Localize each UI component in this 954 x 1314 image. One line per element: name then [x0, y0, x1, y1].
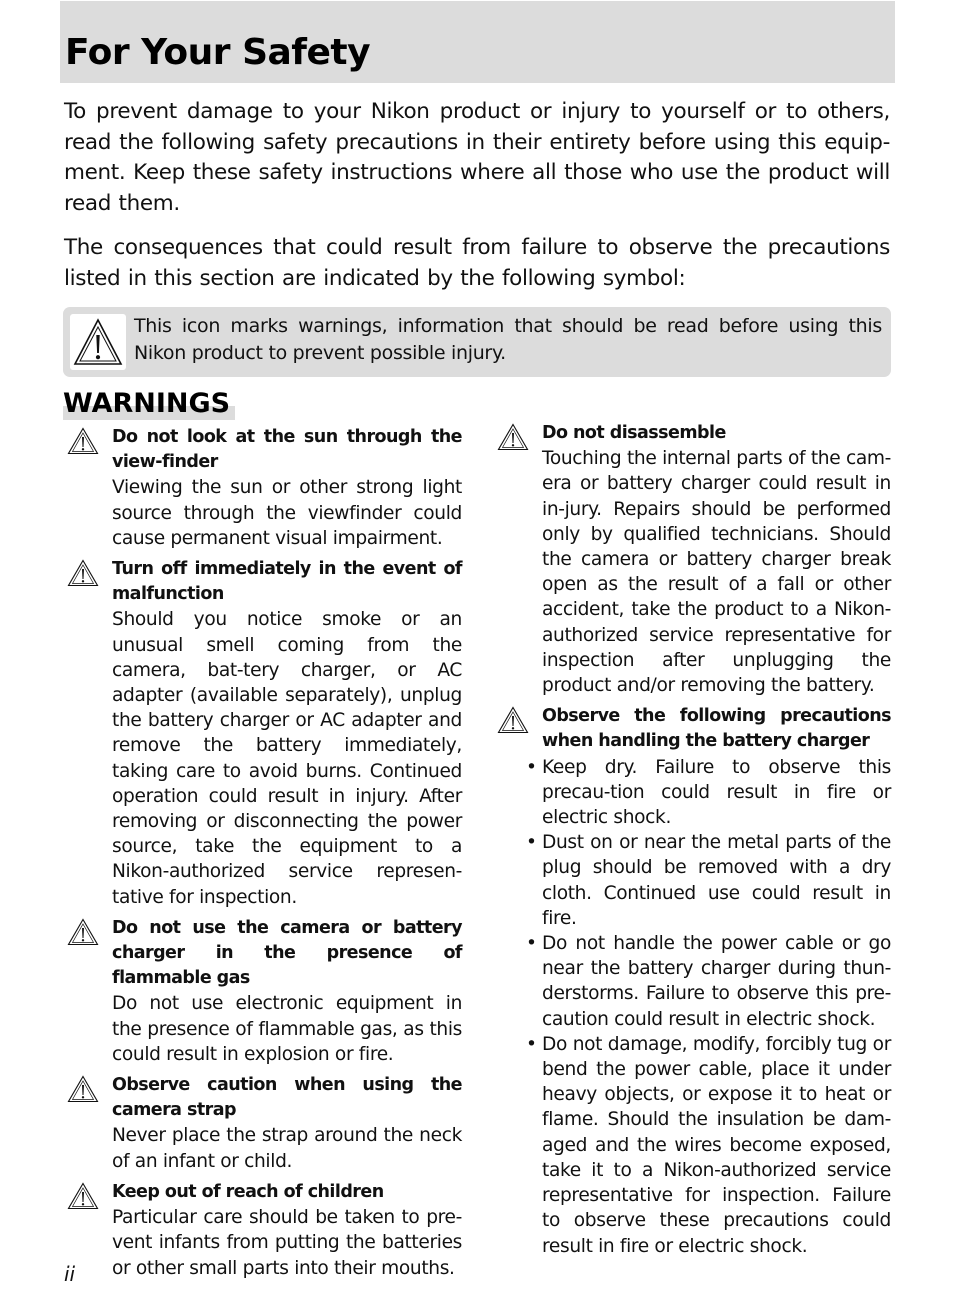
intro-paragraph-1: To prevent damage to your Nikon product or injury to yourself or to others, read the following safety precautions in their entirety before using this equip-ment. Keep these safety instructions where all those who use the product will read them.	[64, 99, 890, 216]
list-item-text: Do not damage, modify, forcibly tug or bend the power cable, place it under heavy objects, or expose it to heat or flame. Should the insulation be dam-aged and the wires become exposed, take it to a Nikon-authorized service representative for inspection. Failure to observe these precautions could result in fire or electric shock.	[542, 1033, 891, 1257]
warning-body: Do not use electronic equipment in the presence of flammable gas, as this could result in explosion or fire.	[112, 993, 462, 1065]
warning-triangle-icon	[497, 423, 529, 451]
bullet-glyph: •	[526, 832, 537, 854]
page-title: For Your Safety	[65, 32, 371, 73]
warning-item	[64, 557, 462, 910]
list-item	[526, 1032, 891, 1259]
warnings-heading	[63, 386, 230, 422]
warning-item	[64, 1180, 462, 1281]
warnings-title: WARNINGS	[63, 388, 231, 419]
list-item-text: Dust on or near the metal parts of the plug should be removed with a dry cloth. Continued use could result in fire.	[542, 832, 891, 929]
bullet-glyph: •	[526, 933, 537, 955]
list-item-text: Keep dry. Failure to observe this precau-tion could result in fire or electric shock.	[542, 756, 891, 829]
warning-heading: Do not disassemble	[542, 423, 726, 443]
notice-text: This icon marks warnings, information that should be read before using this Nikon product to prevent possible injury.	[134, 315, 882, 364]
warning-notice-box	[63, 307, 891, 377]
warning-heading: Do not look at the sun through the view-finder	[112, 427, 462, 473]
warning-heading: Do not use the camera or battery charger in the presence of flammable gas	[112, 917, 462, 989]
warning-body: Should you notice smoke or an unusual smell coming from the camera, bat-tery charger, or AC adapter (available separately), unplug the battery charger or AC adapter and remove the battery immediately, taking care to avoid burns. Continued operation could result in injury. After removing or disconnecting the power source, take the equipment to a Nikon-authorized service represen-tative for inspection.	[112, 609, 462, 908]
warning-item	[64, 1073, 462, 1174]
list-item	[526, 830, 891, 931]
warning-heading: Observe caution when using the camera strap	[112, 1075, 462, 1121]
page-number: ii	[64, 1262, 76, 1286]
warning-item	[494, 421, 891, 698]
left-column	[64, 425, 462, 1287]
list-item	[526, 755, 891, 831]
bullet-glyph: •	[526, 1033, 537, 1055]
warning-heading: Observe the following precautions when handling the battery charger	[542, 706, 891, 752]
title-bar	[60, 1, 895, 83]
warning-triangle-icon	[67, 559, 99, 587]
warning-triangle-icon	[70, 314, 126, 370]
warning-body: Touching the internal parts of the cam-era or battery charger could result in in-jury. Repairs should be performed only by qualified technicians. Should the camera or battery charger break open as the result of a fall or other accident, take the product to a Nikon-authorized service representative for inspection after unplugging the product and/or removing the battery.	[542, 448, 891, 697]
list-item	[526, 931, 891, 1032]
warning-item	[64, 425, 462, 551]
warning-triangle-icon	[67, 1075, 99, 1103]
warning-body: Never place the strap around the neck of an infant or child.	[112, 1125, 462, 1172]
warning-triangle-icon	[67, 427, 99, 455]
warning-body: Viewing the sun or other strong light source through the viewfinder could cause permanent visual impairment.	[112, 477, 462, 549]
right-column	[494, 421, 891, 1265]
precaution-list	[526, 755, 891, 1259]
intro-paragraph-2: The consequences that could result from failure to observe the precautions listed in this section are indicated by the following symbol:	[64, 235, 890, 291]
warning-triangle-icon	[497, 706, 529, 734]
warning-heading: Turn off immediately in the event of malfunction	[112, 559, 462, 605]
warning-triangle-icon	[67, 918, 99, 946]
warning-item	[494, 704, 891, 1258]
warning-triangle-icon	[67, 1182, 99, 1210]
warning-item	[64, 916, 462, 1067]
bullet-glyph: •	[526, 756, 537, 778]
list-item-text: Do not handle the power cable or go near the battery charger during thun-derstorms. Failure to observe this pre-caution could result in electric shock.	[542, 933, 891, 1030]
warning-body: Particular care should be taken to pre-vent infants from putting the batteries or other small parts into their mouths.	[112, 1207, 462, 1279]
warning-heading: Keep out of reach of children	[112, 1181, 384, 1202]
